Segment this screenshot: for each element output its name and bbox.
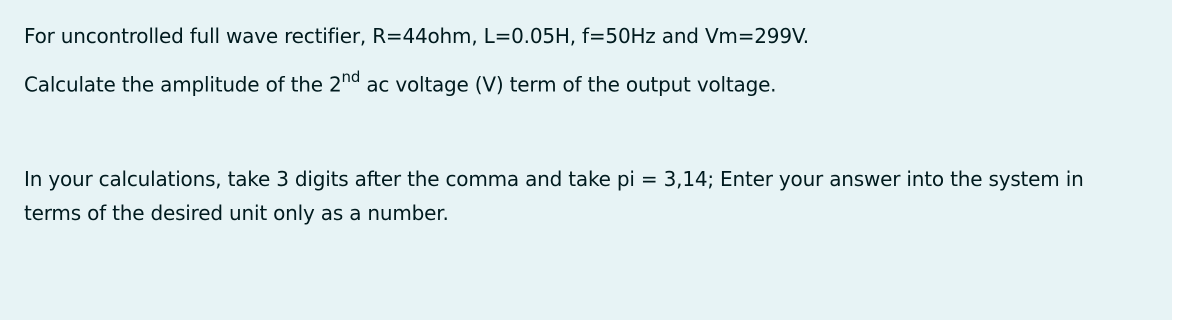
question-ask-before: Calculate the amplitude of the 2 xyxy=(24,72,342,97)
question-ask-text xyxy=(24,70,1148,97)
instructions-line-2: terms of the desired unit only as a number. xyxy=(24,201,449,225)
question-given-text: For uncontrolled full wave rectifier, R=44ohm, L=0.05H, f=50Hz and Vm=299V. xyxy=(24,24,809,48)
question-ask-after: ac voltage (V) term of the output voltage. xyxy=(360,72,777,97)
question-ask-superscript: nd xyxy=(341,68,361,86)
instructions-line-1: In your calculations, take 3 digits after the comma and take pi = 3,14; Enter your answer into the system in xyxy=(24,167,1084,191)
